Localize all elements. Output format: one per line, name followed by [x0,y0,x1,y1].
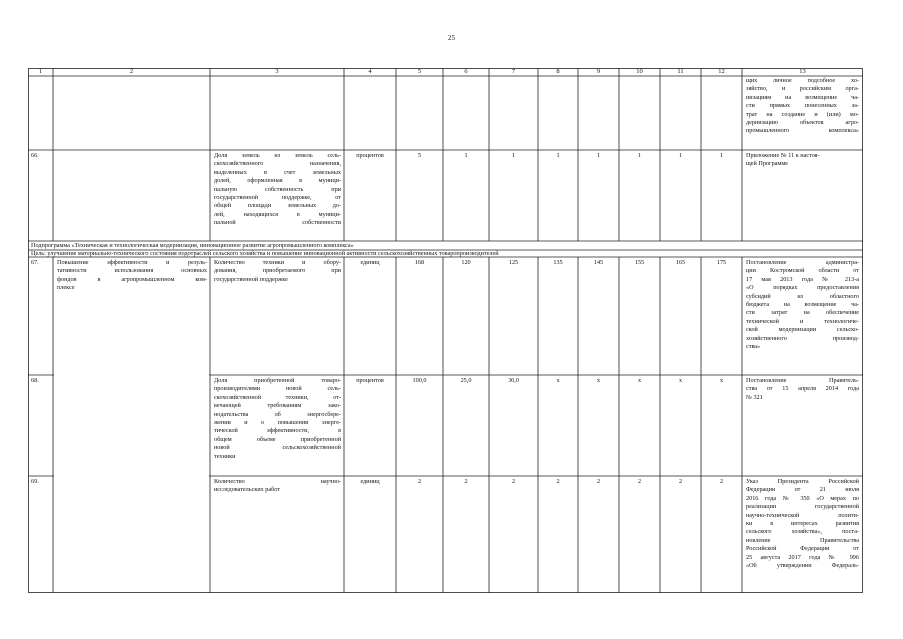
text-line: бюджета на возмещение ча- [746,301,859,309]
text-line: пальную собственность при [214,185,341,193]
header-col-13: 13 [799,68,806,75]
text-line: вечающей требованиям зако- [214,402,341,410]
header-col-10: 10 [636,68,643,75]
text-line: пальной собственности [214,219,341,227]
row-68-value-5: 100,0 [412,377,427,384]
header-col-9: 9 [596,68,601,75]
header-col-8: 8 [556,68,560,75]
row-66-value-10: 1 [637,152,642,159]
text-line: ской модернизации сельско- [746,326,859,334]
row-69-value-11: 2 [678,478,683,485]
row-68-value-10: х [637,377,642,384]
text-line: Федерации от 21 июля [746,486,859,494]
text-line: лей, находящихся в муници- [214,210,341,218]
row-67-value-8: 135 [553,259,563,266]
row-66-value-11: 1 [678,152,683,159]
row-66-value-9: 1 [596,152,601,159]
text-line: Доля земель из земель сель- [214,152,341,159]
text-line: общей площади земельных до- [214,202,341,210]
header-col-1: 1 [38,68,43,75]
text-line: Российской Федерации от [746,545,859,553]
row-66-unit: процентов [356,152,384,159]
row-67-value-6: 120 [461,259,471,266]
text-line: промышленного комплекса» [746,127,859,135]
text-line: Постановление Правитель- [746,377,859,384]
text-line: плексе [57,284,75,292]
header-col-4: 4 [368,68,372,75]
row-68-number: 68. [31,377,39,384]
header-col-7: 7 [511,68,516,75]
text-line: исследовательских работ [214,486,280,494]
row-67-unit: единиц [360,259,380,266]
text-line: выделенных в счет земельных [214,168,341,176]
row-66-indicator [214,152,341,228]
row-69-basis [746,478,859,570]
text-line: Повышение эффективности и резуль- [57,259,207,266]
row-67-task [57,259,207,293]
page-number: 25 [448,34,455,42]
text-line: низациям на возмещение ча- [746,93,859,101]
row-67-indicator [214,259,341,284]
row-69-value-7: 2 [511,478,516,485]
text-line: скохозяйственного назначения, [214,160,341,168]
row-68-indicator [214,377,341,461]
text-line: долей, оформленная в муници- [214,177,341,185]
table-grid [28,68,863,593]
row-66-basis [746,152,859,169]
text-line: фондов в агропромышленном ком- [57,275,207,283]
row-69-value-12: 2 [719,478,724,485]
text-line: 2016 года № 350 «О мерах по [746,494,859,502]
text-line: Доля приобретенной товаро- [214,377,341,384]
row-69-number: 69. [31,478,39,485]
text-line: Приложение № 11 к настоя- [746,152,820,159]
header-col-5: 5 [417,68,422,75]
text-line: субсидий из областного [746,292,859,300]
text-line: Количество техники и обору- [214,259,341,266]
header-col-6: 6 [464,68,468,75]
text-line: трат на создание и (или) мо- [746,110,859,118]
row-67-value-7: 125 [508,259,519,266]
row-69-indicator [214,478,341,495]
row-66-value-7: 1 [511,152,516,159]
goal-title: Цель: улучшение материально-технического состояния подотраслей сельского хозяйства и повышение инновационной активности сельскохозяйственных товаропроизводителей [31,250,499,257]
row-69-value-5: 2 [417,478,422,485]
text-line: «О порядках предоставления [746,284,859,292]
row-68-value-9: х [596,377,601,384]
text-line: производителями новой сель- [214,385,341,393]
row-68-value-8: х [556,377,560,384]
row-68-unit: процентов [356,377,384,384]
header-col-3: 3 [275,68,279,75]
text-line: щих личное подсобное хо- [746,77,859,84]
text-line: ки в интересах развития [746,520,859,528]
text-line: общем объеме приобретенной [214,435,341,443]
subprogram-title: Подпрограмма «Техническая и технологическая модернизация, инновационное развитие агропромышленного комплекса» [31,242,354,249]
text-line: сти затрат на обеспечение [746,309,859,317]
row-69-value-8: 2 [556,478,560,485]
text-line: «Об утверждении Федераль- [746,562,859,570]
text-line: новой сельскохозяйственной [214,444,341,452]
text-line: жении и о повышении энерге- [214,419,341,427]
row-66-value-6: 1 [464,152,468,159]
row-69-value-10: 2 [637,478,642,485]
header-col-11: 11 [677,68,684,75]
row-66-value-8: 1 [556,152,560,159]
text-line: зяйство, и российским орга- [746,85,859,93]
text-line: Постановление администра- [746,259,859,266]
row-66-value-5: 5 [417,152,422,159]
text-line: научно-технической полити- [746,511,859,519]
text-line: дования, приобретаемого при [214,267,341,275]
header-col-12: 12 [718,68,725,75]
text-line: государственной поддержке [214,275,288,283]
row-68-basis [746,377,859,402]
row-67-value-10: 155 [634,259,645,266]
text-line: скохозяйственной техники, от- [214,393,341,401]
row-67-value-12: 175 [716,259,727,266]
row-69-value-6: 2 [464,478,468,485]
row-68-value-11: х [678,377,683,384]
row-66-number: 66. [31,152,39,159]
text-line: сти прямых понесенных за- [746,102,859,110]
text-line: сельского хозяйства», поста- [746,528,859,536]
text-line: реализации государственной [746,503,859,511]
text-line: нодательства об энергосбере- [214,410,341,418]
row-67-basis [746,259,859,351]
text-line: Указ Президента Российской [746,478,859,485]
text-line: 25 августа 2017 года № 996 [746,553,859,561]
text-line: 17 мая 2013 года № 213-а [746,275,859,283]
row-67-value-11: 165 [675,259,686,266]
text-line: щей Программе [746,160,788,168]
row-68-value-6: 25,0 [460,377,472,384]
row-68-value-7: 30,0 [508,377,519,384]
row-69-unit: единиц [360,478,380,485]
text-line: хозяйственного производ- [746,334,859,342]
text-line: ства» [746,343,761,351]
indicator-table [28,68,863,593]
text-line: технической и технологиче- [746,317,859,325]
text-line: ства от 15 апреля 2014 года [746,385,859,393]
text-line: Количество научно- [214,478,341,485]
text-line: дернизацию объектов агро- [746,119,859,127]
row-69-value-9: 2 [596,478,601,485]
text-line: государственной поддержке, от [214,194,341,202]
text-line: тативности использования основных [57,267,207,275]
text-line: новление Правительства [746,536,859,544]
row-68-value-12: х [719,377,724,384]
text-line: тической эффективности, в [214,427,341,435]
row-67-value-5: 168 [414,259,425,266]
text-line: ции Костромской области от [746,267,859,275]
row-67-number: 67. [31,259,39,266]
row-67-value-9: 145 [593,259,604,266]
carryover-col13 [746,77,859,136]
row-66-value-12: 1 [719,152,724,159]
text-line: техники [214,452,236,460]
text-line: № 321 [746,393,763,401]
header-col-2: 2 [129,68,134,75]
